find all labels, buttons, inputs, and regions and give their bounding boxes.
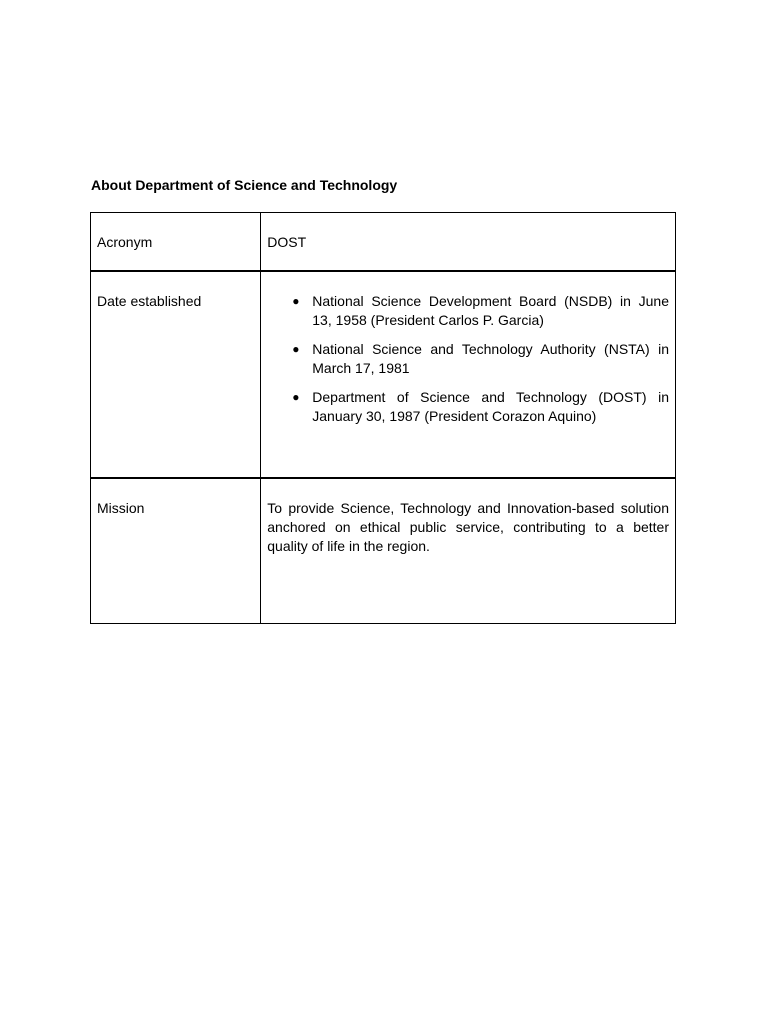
acronym-label: Acronym (91, 213, 261, 271)
date-established-list (267, 292, 669, 426)
list-item (267, 388, 669, 426)
about-table (90, 212, 676, 624)
table-row-acronym (91, 213, 676, 271)
mission-label: Mission (91, 478, 261, 624)
bullet-icon: ● (292, 293, 300, 308)
list-item (267, 340, 669, 378)
table-row-date-established (91, 271, 676, 478)
bullet-icon: ● (292, 389, 300, 404)
date-established-value (261, 271, 676, 478)
list-item (267, 292, 669, 330)
list-item-text: National Science and Technology Authority (NSTA) in March 17, 1981 (312, 340, 669, 376)
bullet-icon: ● (292, 341, 300, 356)
mission-value: To provide Science, Technology and Innovation-based solution anchored on ethical public service, contributing to a better quality of life in the region. (261, 478, 676, 624)
acronym-value: DOST (261, 213, 676, 271)
date-established-label: Date established (91, 271, 261, 478)
list-item-text: National Science Development Board (NSDB) in June 13, 1958 (President Carlos P. Garcia) (312, 292, 669, 328)
table-row-mission (91, 478, 676, 624)
list-item-text: Department of Science and Technology (DOST) in January 30, 1987 (President Corazon Aquino) (312, 388, 669, 424)
page-title: About Department of Science and Technology (91, 177, 398, 193)
